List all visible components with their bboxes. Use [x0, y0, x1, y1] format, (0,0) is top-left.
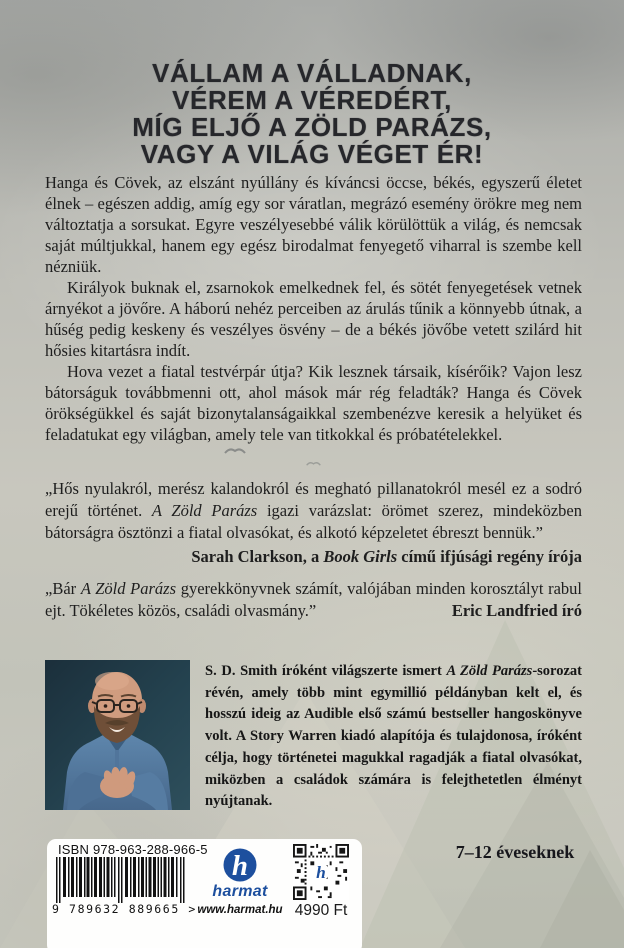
price-label: 4990 Ft [294, 902, 348, 919]
book-title: A Zöld Parázs [151, 501, 258, 520]
age-range-label: 7–12 éveseknek [455, 842, 575, 862]
book-title: A Zöld Parázs [80, 579, 177, 598]
review-quote [45, 478, 582, 544]
book-title: A Zöld Parázs [446, 663, 533, 679]
review-eric-landfried [45, 578, 582, 622]
tagline [0, 60, 624, 168]
synopsis-paragraph: Királyok buknak el, zsarnokok emelkednek fel, és sötét fenyegetések vetnek árnyékot a jövőre. A háború nehéz perceiben az árulás tűnik a könnyebb útnak, a hűség pedig keskeny és veszélyes ösvény – de a békés jövőbe vetett szilárd hit hősies kitartásra indít. [45, 278, 582, 360]
publisher-block [194, 844, 286, 916]
publisher-url: www.harmat.hu [197, 904, 283, 916]
harmat-logo-icon [221, 844, 259, 884]
author-bio: S. D. Smith íróként világszerte ismert A Zöld Parázs-sorozat révén, amely több mint egymillió példányban kelt el, és hosszú ideig az Audible első számú bestseller hangoskönyve volt. A Story Warren kiadó alapítója és tulajdonosa, íróként célja, hogy történetei magukkal ragadják a fiatal olvasókat, miközben a családok számára is felejthetetlen élményt nyújtanak. [205, 663, 582, 810]
quote-text: „Hős nyulakról, merész kalandokról és megható pillanatokról mesél ez a sodró erejű történet. [45, 479, 582, 520]
synopsis-paragraph: Hanga és Cövek, az elszánt nyúllány és kíváncsi öccse, békés, egyszerű életet élnek – egészen addig, amíg egy sor váratlan, megrázó esemény örökre meg nem változtatja a sorsukat. Egyre veszélyesebbé válik körülöttük a világ, és nemcsak saját múltjukkal, hanem egy egész birodalmat fenyegető viharral is szembe kell nézniük. [45, 173, 582, 276]
author-photo [45, 660, 190, 810]
tagline-line: VÉREM A VÉREDÉRT, [172, 85, 452, 115]
isbn-label: ISBN 978-963-288-966-5 [58, 842, 208, 857]
synopsis-paragraph: Hova vezet a fiatal testvérpár útja? Kik lesznek társaik, kísérőik? Vajon lesz bátorságuk továbbmenni ott, ahol mások már rég feladták? Hanga és Cövek örökségükkel és saját bizonytalanságaikkal szembenézve keresik a helyüket és feladatukat egy világban, amely tele van titkokkal és próbatételekkel. [45, 362, 582, 444]
qr-block [290, 844, 352, 920]
qr-code [293, 844, 349, 900]
review-attribution: Sarah Clarkson, a Book Girls című ifjúsági regény írója [191, 547, 582, 566]
tagline-line: VAGY A VILÁG VÉGET ÉR! [140, 139, 484, 169]
tagline-line: VÁLLAM A VÁLLADNAK, [152, 58, 472, 88]
ean-barcode [56, 857, 188, 903]
logo-letter: h [231, 850, 249, 882]
quote-text: igazi varázslat: örömet szerez, mindeközben bátorságra ösztönzi a fiatal olvasókat, és alkotó képzeletet ébreszt bennük.” [45, 501, 583, 542]
bird-icon [224, 446, 246, 455]
author-section [45, 660, 582, 813]
book-title: Book Girls [323, 547, 398, 566]
synopsis [45, 172, 582, 445]
publisher-name: harmat [212, 883, 268, 900]
review-sarah-clarkson [45, 478, 582, 568]
isbn-price-panel [47, 839, 362, 948]
bird-icon [306, 460, 321, 467]
review-attribution: Eric Landfried író [451, 601, 582, 620]
quote-text: „Bár [45, 579, 81, 598]
qr-logo-letter: h [316, 862, 326, 882]
tagline-line: MÍG ELJŐ A ZÖLD PARÁZS, [132, 112, 492, 142]
quote-text: gyerekkönyvnek számít, valójában minden korosztályt rabul ejt. Tökéletes közös, családi olvasmány.” [45, 579, 582, 620]
barcode-digits: 9 789632 889665 > [52, 902, 197, 916]
